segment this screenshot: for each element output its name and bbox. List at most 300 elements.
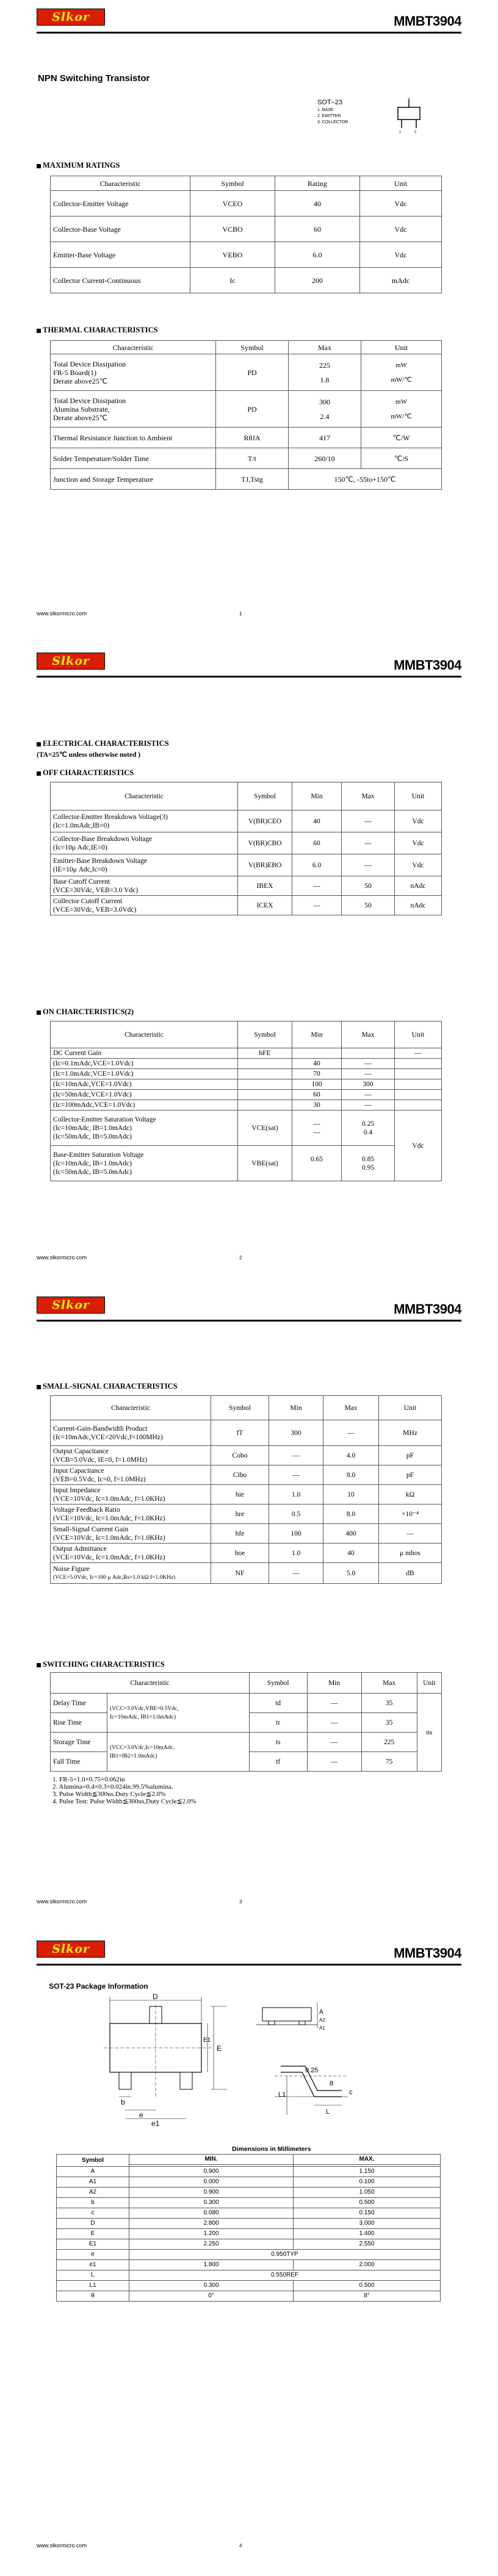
col-header: Symbol	[238, 782, 292, 810]
col-header: Unit	[360, 176, 442, 191]
min-cell: 0.900	[129, 2188, 294, 2198]
table-row	[51, 832, 442, 854]
cell: 50	[342, 876, 395, 896]
cell: ICEX	[238, 896, 292, 915]
table-row	[51, 354, 442, 391]
col-header: Symbol	[57, 2155, 129, 2167]
table-row	[57, 2177, 441, 2188]
footer-url[interactable]: www.slkormicro.com	[37, 1898, 87, 1905]
table-row	[51, 854, 442, 876]
dim-label-D: D	[153, 1993, 158, 2001]
cond-line: (VCC=3.0Vdc,Ic=10mAdc,	[110, 1744, 175, 1751]
part-number: MMBT3904	[394, 1945, 461, 1961]
char-line: (VCB=5.0Vdc, IE=0, f=1.0MHz)	[53, 1456, 148, 1464]
svg-text:1: 1	[399, 131, 402, 134]
cell: TJ,Tstg	[216, 469, 289, 490]
table-row	[51, 1048, 442, 1059]
off-heading-text: OFF CHARACTERISTICS	[43, 768, 134, 777]
col-header: Max	[342, 1021, 395, 1048]
table-row	[57, 2250, 441, 2260]
cell: —	[342, 854, 395, 876]
cond-line: Ic=10mAdc, IB1=1.0mAdc)	[110, 1714, 176, 1720]
col-header: Symbol	[216, 341, 289, 354]
cell: (Ic=50mAdc,VCE=1.0Vdc)	[51, 1090, 238, 1100]
package-info-title: SOT-23 Package Information	[49, 1982, 148, 1991]
table-row	[51, 1079, 442, 1090]
cell: —	[342, 1059, 395, 1069]
cell: —	[269, 1446, 323, 1465]
max-ratings-table	[50, 176, 442, 293]
cell: 100	[292, 1079, 342, 1090]
condition-note: (TA=25℃ unless otherwise noted )	[37, 751, 141, 759]
cell: 0.5	[269, 1504, 323, 1524]
max-cell: 3.000	[294, 2219, 441, 2229]
cell: —	[342, 1069, 395, 1079]
cell	[51, 391, 216, 428]
brand-logo: Slkor	[37, 1941, 105, 1958]
col-header: Symbol	[190, 176, 275, 191]
cell: —	[292, 876, 342, 896]
footer-url[interactable]: www.slkormicro.com	[37, 1254, 87, 1261]
col-header: Min	[269, 1396, 323, 1420]
char-line: Collector Cutoff Current	[53, 897, 123, 905]
dim-label-L: L	[326, 2108, 330, 2116]
spacer	[295, 1164, 339, 1172]
page-header	[0, 1288, 498, 1323]
cell: Vdc	[360, 216, 442, 242]
cell	[395, 1100, 442, 1111]
col-header: Max	[289, 341, 361, 354]
table-row	[51, 1563, 442, 1584]
char-line: Derate above25℃	[53, 376, 108, 385]
cell: Vdc	[395, 810, 442, 832]
dimensions-table	[56, 2154, 441, 2302]
cell: hfe	[211, 1524, 269, 1544]
symbol-cell: A	[57, 2167, 129, 2177]
min-cell: 0°	[129, 2291, 294, 2302]
table-row	[51, 1465, 442, 1485]
cell: hoe	[211, 1544, 269, 1563]
col-header: Unit	[395, 1021, 442, 1048]
cell: MHz	[379, 1420, 442, 1446]
table-row	[51, 876, 442, 896]
cell: Collector Current-Continuous	[51, 268, 190, 293]
dim-label-E1: E1	[203, 2037, 211, 2044]
cell	[238, 1090, 292, 1100]
col-header: Characteristic	[51, 1673, 250, 1694]
cell	[51, 876, 238, 896]
cell: —	[342, 1100, 395, 1111]
cell: hie	[211, 1485, 269, 1504]
cell: 225	[361, 1733, 417, 1752]
min-cell: 0.900	[129, 2167, 294, 2177]
max-cell: 1.050	[294, 2188, 441, 2198]
char-line: (Ic=10mAdc, IB=1.0mAdc)	[53, 1124, 132, 1132]
cell: 50	[342, 896, 395, 915]
cell: 417	[289, 428, 361, 448]
cell: Junction and Storage Temperature	[51, 469, 216, 490]
footer-url[interactable]: www.slkormicro.com	[37, 2542, 87, 2549]
cell: 260/10	[289, 448, 361, 469]
cell: Storage Time	[51, 1733, 107, 1752]
cell: ns	[417, 1694, 441, 1772]
table-row	[51, 469, 442, 490]
cell	[51, 1446, 211, 1465]
char-line: FR-5 Board(1)	[53, 368, 96, 377]
value-cell: 0.550REF	[129, 2270, 441, 2281]
part-number: MMBT3904	[394, 657, 461, 673]
col-header: Max	[342, 782, 395, 810]
switching-heading-text: SWITCHING CHARACTERISTICS	[43, 1660, 165, 1669]
table-row	[57, 2281, 441, 2291]
value-line: —	[313, 1120, 320, 1128]
cell: 60	[292, 832, 342, 854]
value-cell: 0.950TYP	[129, 2250, 441, 2260]
max-cell: 1.400	[294, 2229, 441, 2239]
cell	[395, 1079, 442, 1090]
char-line: (VCE=30Vdc, VEB=3.0Vdc)	[53, 906, 137, 914]
cell: —	[307, 1752, 361, 1772]
thermal-heading	[37, 326, 158, 335]
cell: dB	[379, 1563, 442, 1584]
cell: hFE	[238, 1048, 292, 1059]
cell: Collector-Base Voltage	[51, 216, 190, 242]
char-line: (VCE=10Vdc, Ic=1.0mAdc, f=1.0KHz)	[53, 1514, 165, 1522]
cell: 40	[292, 810, 342, 832]
small-signal-table	[50, 1395, 442, 1584]
table-row	[51, 1059, 442, 1069]
char-line: Collector-Emitter Breakdown Voltage(3)	[53, 813, 168, 821]
table-row	[57, 2188, 441, 2198]
cell	[395, 1069, 442, 1079]
char-line: Alumina Substrate,	[53, 404, 110, 413]
max-ratings-heading	[37, 161, 120, 170]
bullet-square-icon	[37, 329, 41, 333]
cell	[238, 1079, 292, 1090]
cell: 100	[269, 1524, 323, 1544]
cell	[51, 810, 238, 832]
col-header: Unit	[361, 341, 442, 354]
cell: 30	[292, 1100, 342, 1111]
unit-line: mW/℃	[391, 412, 412, 420]
cell: Vdc	[360, 242, 442, 268]
table-header-row	[51, 341, 442, 354]
char-line: (Ic=10mAdc,VCE=20Vdc,f=100MHz)	[53, 1433, 163, 1441]
cell: 1.0	[269, 1485, 323, 1504]
table-row	[51, 391, 442, 428]
cell: Ic	[190, 268, 275, 293]
max-ratings-heading-text: MAXIMUM RATINGS	[43, 161, 120, 170]
svg-text:3: 3	[408, 98, 410, 101]
cell: Cobo	[211, 1446, 269, 1465]
min-cell: 0.300	[129, 2281, 294, 2291]
cell: td	[249, 1694, 307, 1713]
value-line: 0.85	[361, 1155, 375, 1163]
col-header: Unit	[395, 782, 442, 810]
cell: 40	[292, 1059, 342, 1069]
dim-label-e1: e1	[151, 2119, 160, 2127]
char-line: (VCE=10Vdc, Ic=1.0mAdc, f=1.0KHz)	[53, 1553, 165, 1561]
col-header: Characteristic	[51, 1021, 238, 1048]
table-row	[51, 1090, 442, 1100]
cell: ×10⁻⁴	[379, 1504, 442, 1524]
cell: Emitter-Base Voltage	[51, 242, 190, 268]
cell: 200	[275, 268, 360, 293]
cell: fT	[211, 1420, 269, 1446]
cell: V(BR)EBO	[238, 854, 292, 876]
char-line: (IE=10μ Adc,Ic=0)	[53, 865, 107, 873]
cell: —	[379, 1524, 442, 1544]
table-row	[57, 2239, 441, 2250]
max-cell: 1.150	[294, 2167, 441, 2177]
cell: NF	[211, 1563, 269, 1584]
col-header: Symbol	[211, 1396, 269, 1420]
table-row	[51, 1100, 442, 1111]
cell: 75	[361, 1752, 417, 1772]
cell: 70	[292, 1069, 342, 1079]
pin-2-label: 2. EMITTER	[317, 114, 341, 118]
col-header: Unit	[417, 1673, 441, 1694]
electrical-heading-text: ELECTRICAL CHARACTERISTICS	[43, 739, 169, 748]
table-row	[51, 428, 442, 448]
symbol-cell: D	[57, 2219, 129, 2229]
cell: —	[342, 1090, 395, 1100]
cell	[107, 1694, 250, 1733]
bullet-square-icon	[37, 1011, 41, 1015]
cell: pF	[379, 1465, 442, 1485]
cell: —	[342, 832, 395, 854]
cell	[51, 1465, 211, 1485]
thermal-table	[50, 340, 442, 490]
table-header-row	[51, 1396, 442, 1420]
bullet-square-icon	[37, 1663, 41, 1667]
footer-url[interactable]: www.slkormicro.com	[37, 610, 87, 617]
cell: 150℃, -55to+150℃	[289, 469, 442, 490]
col-header: Max	[323, 1396, 379, 1420]
value-line: 1.8	[320, 375, 330, 384]
dim-label-b: b	[121, 2098, 125, 2106]
notes	[52, 1776, 197, 1805]
cell: —	[269, 1563, 323, 1584]
note-item: 3. Pulse Width≦300us.Duty Cycle≦2.0%	[52, 1791, 166, 1798]
header-rule	[37, 1964, 461, 1966]
char-line: (VCE=5.0Vdc, Ic=100 μ Adc,Rs=1.0 kΩ f=1.0KHz)	[53, 1574, 176, 1581]
dimension-rows	[57, 2167, 441, 2302]
page-4	[0, 1932, 498, 2576]
cell	[292, 1048, 342, 1059]
cell: —	[395, 1048, 442, 1059]
value-line: 0.4	[363, 1128, 373, 1136]
cell: (Ic=100mAdc,VCE=1.0Vdc)	[51, 1100, 238, 1111]
char-line: (VCE=10Vdc, Ic=1.0mAdc, f=1.0KHz)	[53, 1534, 165, 1542]
col-header: Unit	[379, 1396, 442, 1420]
cell	[361, 354, 442, 391]
symbol-cell: A1	[57, 2177, 129, 2188]
col-header: Characteristic	[51, 176, 190, 191]
symbol-cell: E1	[57, 2239, 129, 2250]
dims-caption: Dimensions in Millimeters	[232, 2145, 311, 2153]
cell	[289, 354, 361, 391]
on-characteristics-table	[50, 1021, 442, 1181]
cell: μ mhos	[379, 1544, 442, 1563]
page-1	[0, 0, 498, 644]
cell: kΩ	[379, 1485, 442, 1504]
cell: ts	[249, 1733, 307, 1752]
page-header	[0, 1932, 498, 1967]
table-row	[51, 1504, 442, 1524]
dim-label-e: e	[139, 2111, 143, 2119]
cell: hre	[211, 1504, 269, 1524]
symbol-cell: L	[57, 2270, 129, 2281]
table-row	[51, 1733, 442, 1752]
cell	[51, 354, 216, 391]
cell: 300	[342, 1079, 395, 1090]
cell	[395, 1090, 442, 1100]
min-cell: 0.080	[129, 2208, 294, 2219]
cell: 1.0	[269, 1544, 323, 1563]
cell	[342, 1146, 395, 1181]
char-line: Base Cutoff Current	[53, 878, 110, 886]
char-line: Base-Emitter Saturation Voltage	[53, 1151, 144, 1159]
cell: nAdc	[395, 876, 442, 896]
cell: Vdc	[360, 191, 442, 216]
part-number: MMBT3904	[394, 1301, 461, 1317]
cell: 60	[292, 1090, 342, 1100]
thermal-heading-text: THERMAL CHARACTERISTICS	[43, 326, 158, 334]
pin-1-label: 1. BASE	[317, 108, 334, 112]
col-header: Rating	[275, 176, 360, 191]
value-line: 2.4	[320, 412, 330, 421]
table-row	[51, 268, 442, 293]
bullet-square-icon	[37, 164, 41, 168]
col-header: Max	[361, 1673, 417, 1694]
dim-label-A: A	[319, 2009, 323, 2016]
cell: (Ic=1.0mAdc,VCE=1.0Vdc)	[51, 1069, 238, 1079]
cell: T/t	[216, 448, 289, 469]
col-header: Min	[292, 782, 342, 810]
value-line: 225	[319, 360, 330, 370]
char-line: (VEB=0.5Vdc, Ic=0, f=1.0MHz)	[53, 1475, 146, 1483]
table-row	[51, 191, 442, 216]
unit-line: mW/℃	[391, 376, 412, 384]
package-top-view-drawing	[92, 1993, 232, 2127]
char-line: (Ic=10μ Adc,IE=0)	[53, 843, 107, 851]
cell: nAdc	[395, 896, 442, 915]
value-line: 300	[319, 397, 330, 406]
cell	[292, 1111, 342, 1146]
cell: Thermal Resistance Junction to Ambient	[51, 428, 216, 448]
table-row	[57, 2270, 441, 2281]
small-signal-heading-text: SMALL-SIGNAL CHARACTERISTICS	[43, 1382, 178, 1390]
cell: 40	[275, 191, 360, 216]
max-cell: 0.500	[294, 2198, 441, 2208]
off-heading	[37, 768, 134, 778]
table-row	[57, 2167, 441, 2177]
cell: 6.0	[275, 242, 360, 268]
header-rule	[37, 32, 461, 34]
cell: tf	[249, 1752, 307, 1772]
min-cell: 0.300	[129, 2198, 294, 2208]
min-cell: 2.250	[129, 2239, 294, 2250]
dim-label-A1: A1	[319, 2025, 325, 2031]
cell	[289, 391, 361, 428]
note-item: 4. Pulse Test: Pulse Width≦300us,Duty Cycle≦2.0%	[52, 1798, 197, 1805]
col-header: Min	[307, 1673, 361, 1694]
char-line: (VCE=30Vdc, VEB=3.0 Vdc)	[53, 886, 139, 894]
table-row	[57, 2219, 441, 2229]
cell: 10	[323, 1485, 379, 1504]
cell: (Ic=0.1mAdc,VCE=1.0Vdc)	[51, 1059, 238, 1069]
col-header: Symbol	[238, 1021, 292, 1048]
cell	[342, 1111, 395, 1146]
page-number: 4	[239, 2543, 242, 2549]
max-cell: 0.100	[294, 2177, 441, 2188]
cell	[51, 1111, 238, 1146]
cell	[292, 1146, 342, 1181]
cell: VCEO	[190, 191, 275, 216]
max-cell: 2.000	[294, 2260, 441, 2270]
dim-label-c: c	[349, 2089, 353, 2096]
table-row	[51, 1446, 442, 1465]
char-line: Emitter-Base Breakdown Voltage	[53, 857, 147, 865]
max-cell: 0.500	[294, 2281, 441, 2291]
char-line: (Ic=50mAdc, IB=5.0mAdc)	[53, 1132, 132, 1140]
col-header: Characteristic	[51, 341, 216, 354]
on-heading-text: ON CHARCTERISTICS(2)	[43, 1007, 134, 1016]
cell	[51, 1485, 211, 1504]
cell	[107, 1733, 250, 1772]
cell: —	[307, 1694, 361, 1713]
cell: PD	[216, 391, 289, 428]
char-line: (VCE=10Vdc, Ic=1.0mAdc, f=1.0KHz)	[53, 1495, 165, 1503]
symbol-cell: L1	[57, 2281, 129, 2291]
char-line: Derate above25℃	[53, 413, 108, 422]
table-header-row	[51, 176, 442, 191]
table-row	[51, 448, 442, 469]
unit-line: mW	[395, 398, 407, 406]
cell: Cibo	[211, 1465, 269, 1485]
symbol-cell: E	[57, 2229, 129, 2239]
value-line: —	[313, 1128, 320, 1136]
symbol-cell: e1	[57, 2260, 129, 2270]
char-line: Total Device Dissipation	[53, 359, 126, 368]
cond-line: IB1=IB2=1.0mAdc)	[110, 1753, 157, 1759]
max-cell: 8°	[294, 2291, 441, 2302]
cell: —	[342, 810, 395, 832]
cell	[51, 832, 238, 854]
unit-line: mW	[395, 361, 407, 369]
note-item: 2. Alumina=0.4×0.3×0.024in.99.5%alumina.	[52, 1783, 173, 1791]
table-row	[51, 1485, 442, 1504]
cell: —	[292, 896, 342, 915]
bullet-square-icon	[37, 771, 41, 776]
max-cell: 0.150	[294, 2208, 441, 2219]
cell: Collector-Emitter Voltage	[51, 191, 190, 216]
part-number: MMBT3904	[394, 13, 461, 29]
table-row	[57, 2208, 441, 2219]
cell	[238, 1059, 292, 1069]
cell	[51, 1544, 211, 1563]
cell: ℃/S	[361, 448, 442, 469]
pin-3-label: 3. COLLECTOR	[317, 120, 348, 124]
header-rule	[37, 676, 461, 678]
table-header-row	[51, 1673, 442, 1694]
package-pinout	[317, 99, 397, 154]
cell: (Ic=10mAdc,VCE=1.0Vdc)	[51, 1079, 238, 1090]
char-line: Output Admittance	[53, 1545, 107, 1553]
cell: DC Current Gain	[51, 1048, 238, 1059]
table-row	[57, 2229, 441, 2239]
